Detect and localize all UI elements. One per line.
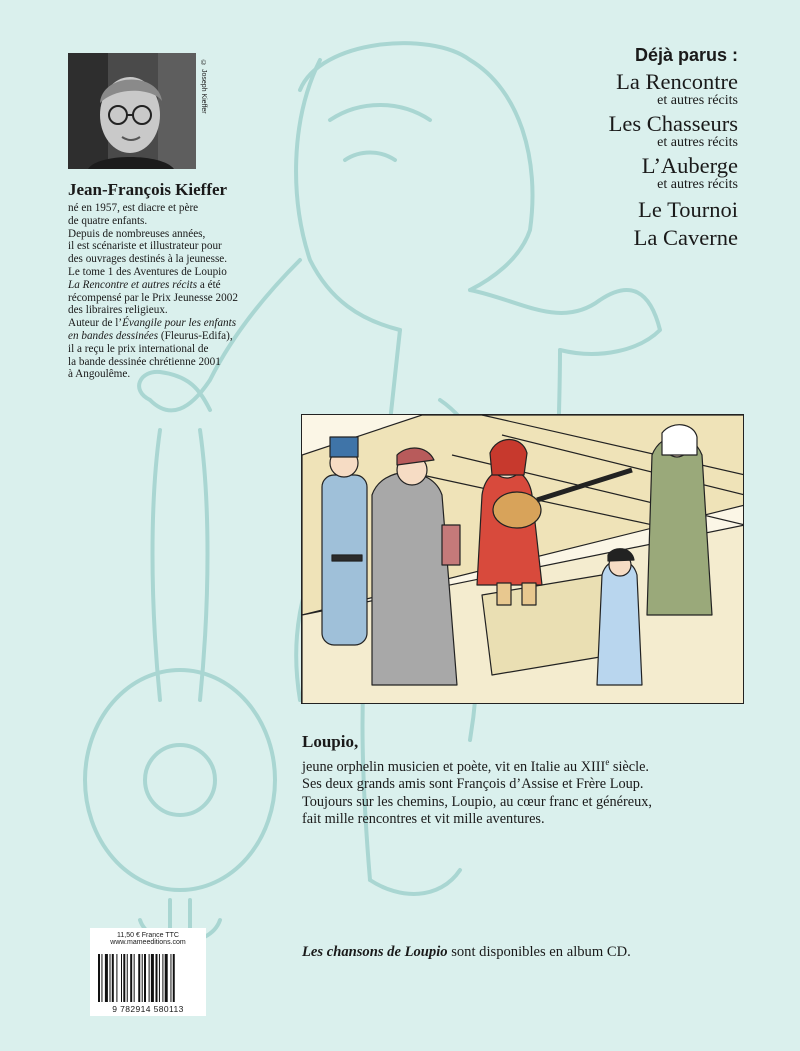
bio-line: de quatre enfants. <box>68 214 148 227</box>
description-line: jeune orphelin musicien et poète, vit en Italie au XIIIe siècle. <box>302 757 650 775</box>
author-photo <box>68 53 196 169</box>
bio-line: Auteur de l’Évangile pour les enfants <box>68 317 237 330</box>
series-title: Le Tournoi <box>638 197 738 222</box>
author-name: Jean-François Kieffer <box>68 180 228 199</box>
publisher-url: www.mameeditions.com <box>110 939 186 946</box>
isbn-number: 9 782914 580113 <box>112 1004 184 1014</box>
bio-line: il a reçu le prix international de <box>68 342 209 355</box>
price-label: 11,50 € France TTC <box>117 932 179 939</box>
bio-line: récompensé par le Prix Jeunesse 2002 <box>68 291 238 304</box>
series-heading: Déjà parus : <box>634 45 738 65</box>
author-biography <box>68 202 318 381</box>
series-title: La Rencontre <box>616 69 738 94</box>
series-subtitle: et autres récits <box>657 93 738 108</box>
series-subtitle: et autres récits <box>657 177 738 192</box>
description-line: Ses deux grands amis sont François d’Assise et Frère Loup. <box>302 776 644 793</box>
bio-line: la bande dessinée chrétienne 2001 <box>68 355 221 368</box>
bio-line: des ouvrages destinés à la jeunesse. <box>68 253 228 266</box>
series-subtitle: et autres récits <box>657 135 738 150</box>
bio-line: des libraires religieux. <box>68 304 168 317</box>
photo-credit: © Joseph Kieffer <box>200 60 207 114</box>
series-title: Les Chasseurs <box>608 111 738 136</box>
book-title-italic: en bandes dessinées <box>68 329 159 342</box>
series-title: L’Auberge <box>641 153 738 178</box>
loupio-description <box>302 754 772 829</box>
barcode-box <box>90 928 206 1016</box>
bio-line: Le tome 1 des Aventures de Loupio <box>68 265 227 278</box>
cd-availability-note: Les chansons de Loupio sont disponibles en album CD. <box>302 944 631 960</box>
series-list <box>609 45 738 252</box>
bio-line: en bandes dessinées (Fleurus-Edifa), <box>68 329 233 342</box>
book-title-italic: La Rencontre et autres récits <box>68 278 198 291</box>
series-title: La Caverne <box>633 225 738 250</box>
bio-line: il est scénariste et illustrateur pour <box>68 240 222 253</box>
book-title-italic: Évangile pour les enfants <box>122 317 237 330</box>
bio-line: Depuis de nombreuses années, <box>68 227 206 240</box>
description-line: fait mille rencontres et vit mille aventures. <box>302 811 545 828</box>
loupio-heading: Loupio, <box>302 732 359 751</box>
bio-line: né en 1957, est diacre et père <box>68 202 199 214</box>
bio-line: La Rencontre et autres récits a été <box>68 278 221 291</box>
cd-title: Les chansons de Loupio <box>302 944 448 960</box>
comic-illustration <box>301 414 744 704</box>
description-line: Toujours sur les chemins, Loupio, au cœur franc et généreux, <box>302 793 652 810</box>
barcode-icon <box>96 954 200 1002</box>
bio-line: à Angoulême. <box>68 368 131 381</box>
